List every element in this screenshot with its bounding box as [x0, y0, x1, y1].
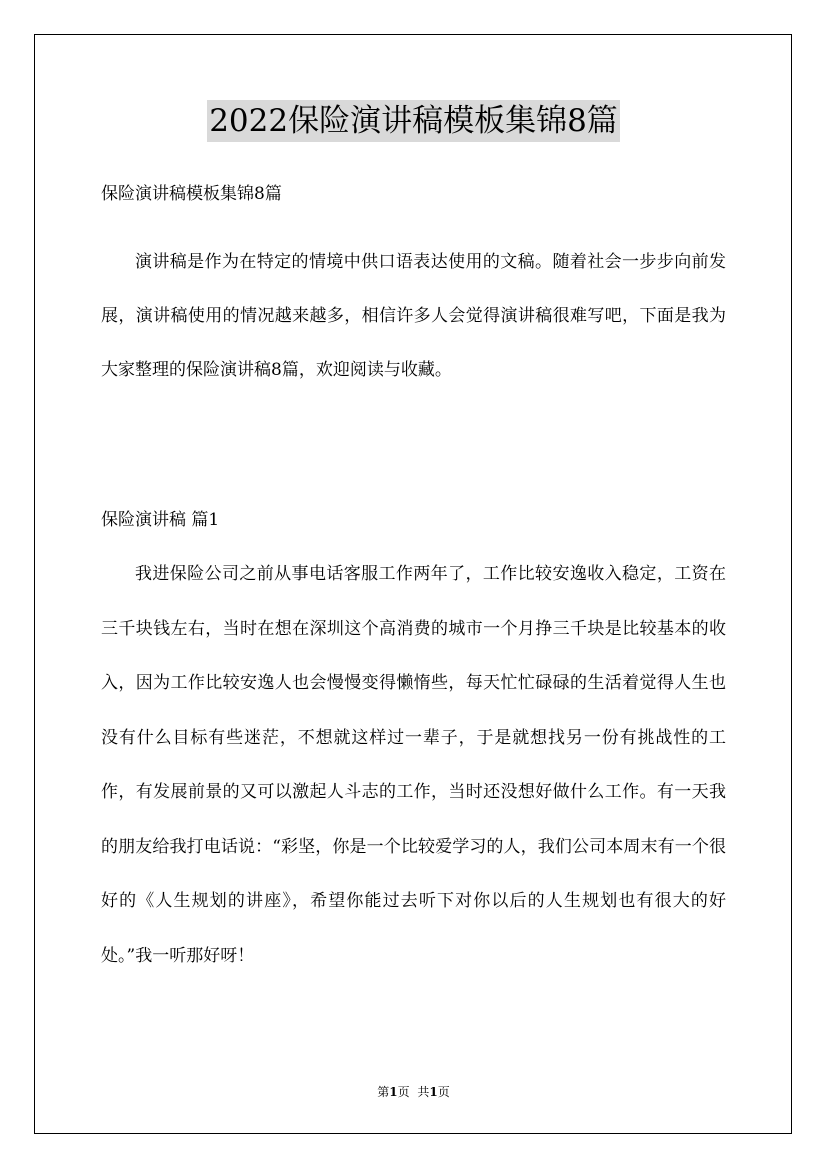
page-footer — [0, 1084, 827, 1100]
total-pages: 1 — [429, 1085, 438, 1099]
section-body-paragraph: 我进保险公司之前从事电话客服工作两年了，工作比较安逸收入稳定，工资在三千块钱左右，当时在想在深圳这个高消费的城市一个月挣三千块是比较基本的收入，因为工作比较安逸人也会慢慢变得懒惰些，每天忙忙碌碌的生活着觉得人生也没有什么目标有些迷茫，不想就这样过一辈子，于是就想找另一份有挑战性的工作，有发展前景的又可以激起人斗志的工作，当时还没想好做什么工作。有一天我的朋友给我打电话说：“彩坚，你是一个比较爱学习的人，我们公司本周末有一个很好的《人生规划的讲座》，希望你能过去听下对你以后的人生规划也有很大的好处。”我一听那好呀！ — [101, 564, 726, 966]
document-subtitle: 保险演讲稿模板集锦8篇 — [101, 184, 282, 204]
total-prefix: 共 — [417, 1085, 430, 1099]
page-number: 1 — [389, 1085, 398, 1099]
page-prefix: 第 — [377, 1085, 390, 1099]
document-title: 2022保险演讲稿模板集锦8篇 — [207, 100, 620, 142]
intro-paragraph: 演讲稿是作为在特定的情境中供口语表达使用的文稿。随着社会一步步向前发展，演讲稿使用的情况越来越多，相信许多人会觉得演讲稿很难写吧，下面是我为大家整理的保险演讲稿8篇，欢迎阅读与收藏。 — [101, 252, 726, 380]
section-heading: 保险演讲稿 篇1 — [101, 510, 220, 530]
title-container — [0, 100, 827, 142]
total-suffix: 页 — [437, 1085, 450, 1099]
page-suffix: 页 — [397, 1085, 410, 1099]
